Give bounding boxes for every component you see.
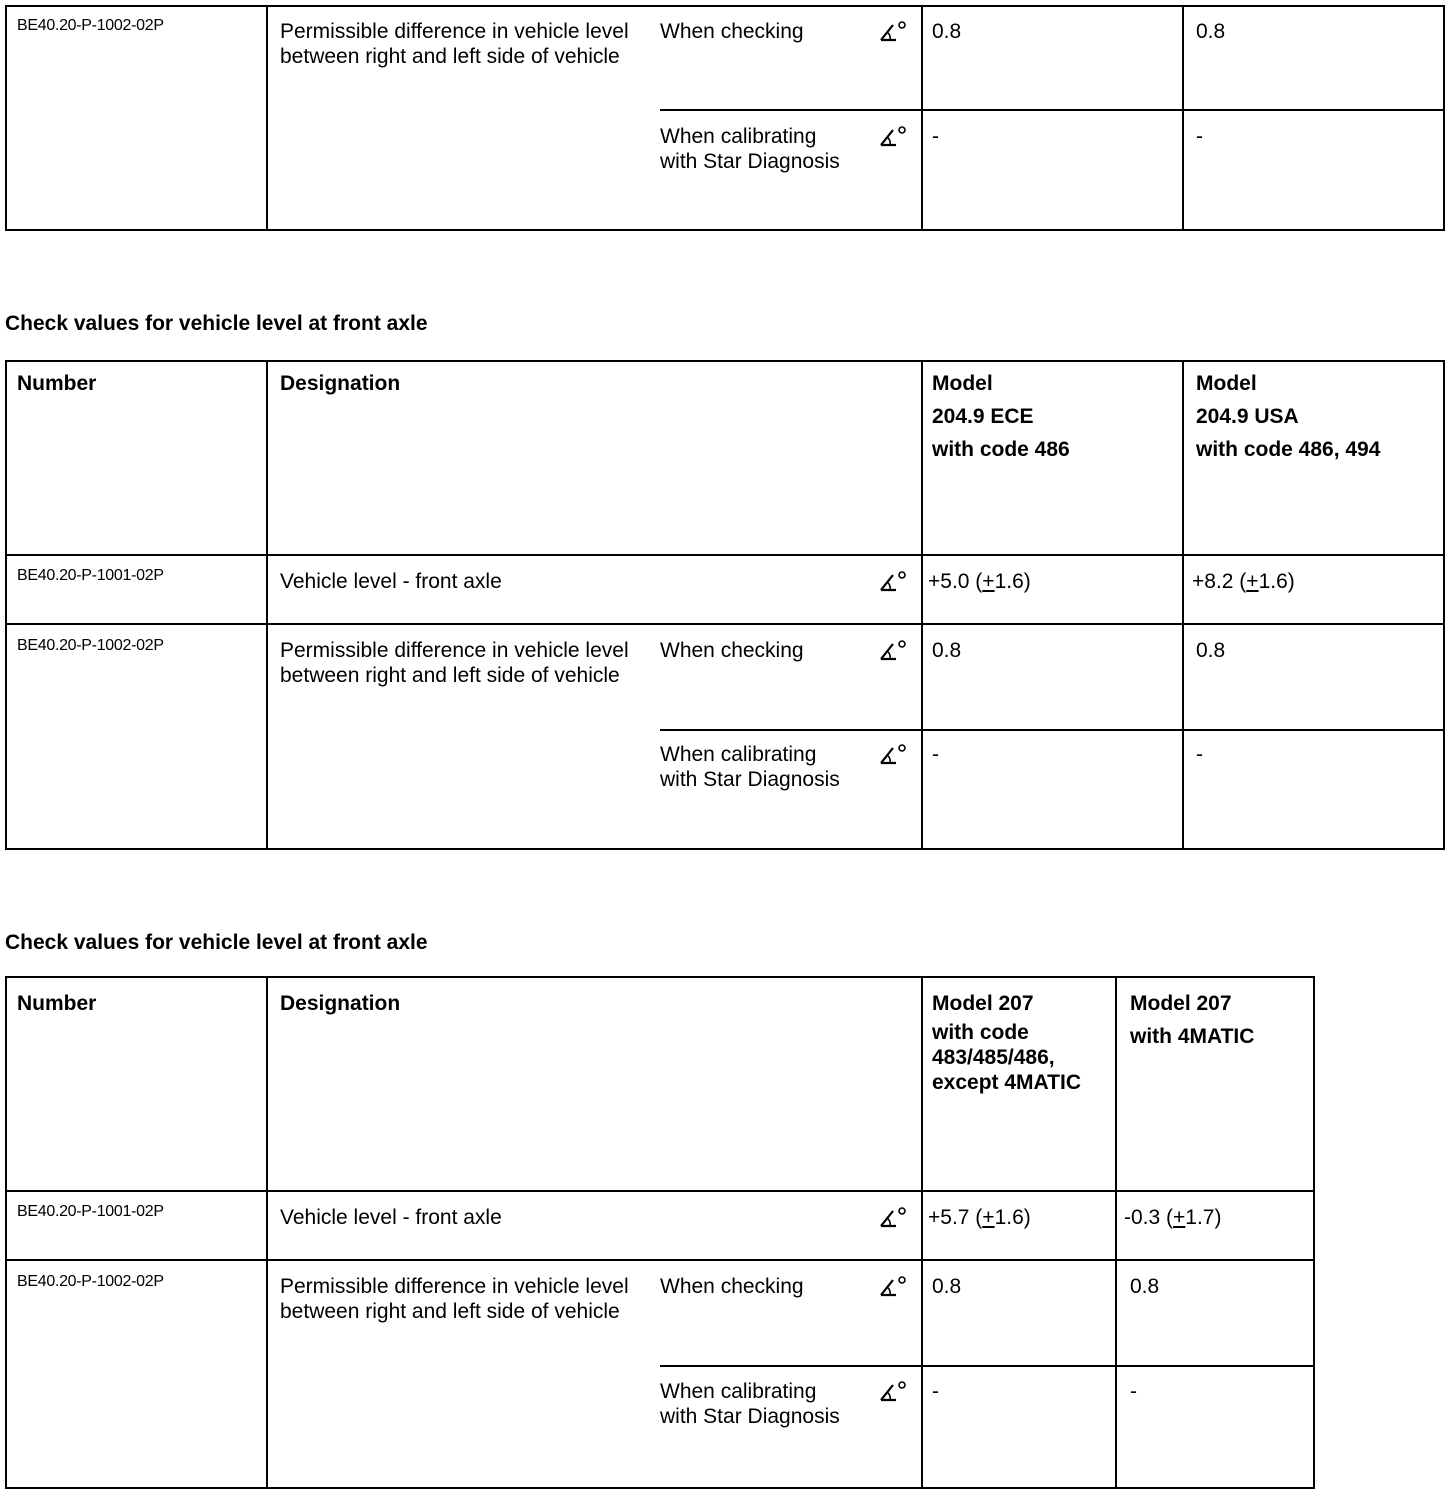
condition-label: When calibrating with Star Diagnosis <box>660 125 840 173</box>
header-model-col1: Model 207 with code 483/485/486, except 4MATIC <box>932 992 1081 1094</box>
divider <box>921 360 923 850</box>
value-cell: - <box>932 125 939 148</box>
header-number: Number <box>17 992 97 1015</box>
row-number: BE40.20-P-1002-02P <box>17 1273 164 1290</box>
angle-degree-icon <box>878 19 908 45</box>
header-model-col2: Model 207 with 4MATIC <box>1130 992 1255 1048</box>
header-model-col2: Model 204.9 USA with code 486, 494 <box>1196 372 1381 461</box>
row-number: BE40.20-P-1001-02P <box>17 567 164 584</box>
row-designation: Permissible difference in vehicle level between right and left side of vehicle <box>280 639 629 687</box>
divider <box>1115 976 1117 1489</box>
divider <box>266 976 268 1489</box>
value-cell: +5.0 (+1.6) <box>928 570 1031 593</box>
divider <box>5 554 1445 556</box>
value-cell: -0.3 (+1.7) <box>1124 1206 1222 1229</box>
divider <box>1182 5 1184 231</box>
section-title: Check values for vehicle level at front axle <box>5 312 428 335</box>
divider <box>266 5 268 231</box>
divider <box>1182 360 1184 850</box>
row-designation: Permissible difference in vehicle level between right and left side of vehicle <box>280 20 629 68</box>
value-cell: 0.8 <box>932 639 962 662</box>
value-cell: - <box>1196 125 1203 148</box>
angle-degree-icon <box>878 124 908 150</box>
row-number: BE40.20-P-1002-02P <box>17 17 164 34</box>
angle-degree-icon <box>878 569 908 595</box>
condition-label: When calibrating with Star Diagnosis <box>660 743 840 791</box>
divider <box>660 729 1445 731</box>
header-designation: Designation <box>280 992 401 1015</box>
angle-degree-icon <box>878 1379 908 1405</box>
value-cell: 0.8 <box>932 1275 962 1298</box>
header-designation: Designation <box>280 372 401 395</box>
value-cell: - <box>932 743 939 766</box>
angle-degree-icon <box>878 1274 908 1300</box>
value-cell: +8.2 (+1.6) <box>1192 570 1295 593</box>
value-cell: - <box>932 1380 939 1403</box>
header-model-col1: Model 204.9 ECE with code 486 <box>932 372 1070 461</box>
divider <box>5 623 1445 625</box>
section-title: Check values for vehicle level at front axle <box>5 931 428 954</box>
divider <box>921 976 923 1489</box>
value-cell: 0.8 <box>1196 20 1226 43</box>
value-cell: 0.8 <box>932 20 962 43</box>
row-designation: Permissible difference in vehicle level between right and left side of vehicle <box>280 1275 629 1323</box>
condition-label: When calibrating with Star Diagnosis <box>660 1380 840 1428</box>
condition-label: When checking <box>660 1275 804 1298</box>
value-cell: - <box>1196 743 1203 766</box>
divider <box>266 360 268 850</box>
row-designation: Vehicle level - front axle <box>280 1206 502 1229</box>
divider <box>660 1365 1315 1367</box>
condition-label: When checking <box>660 639 804 662</box>
divider <box>5 1259 1315 1261</box>
row-designation: Vehicle level - front axle <box>280 570 502 593</box>
divider <box>921 5 923 231</box>
header-number: Number <box>17 372 97 395</box>
value-cell: 0.8 <box>1196 639 1226 662</box>
value-cell: 0.8 <box>1130 1275 1160 1298</box>
value-cell: +5.7 (+1.6) <box>928 1206 1031 1229</box>
row-number: BE40.20-P-1001-02P <box>17 1203 164 1220</box>
angle-degree-icon <box>878 742 908 768</box>
value-cell: - <box>1130 1380 1137 1403</box>
row-number: BE40.20-P-1002-02P <box>17 637 164 654</box>
condition-label: When checking <box>660 20 804 43</box>
divider <box>660 109 1445 111</box>
divider <box>5 1190 1315 1192</box>
angle-degree-icon <box>878 638 908 664</box>
angle-degree-icon <box>878 1205 908 1231</box>
